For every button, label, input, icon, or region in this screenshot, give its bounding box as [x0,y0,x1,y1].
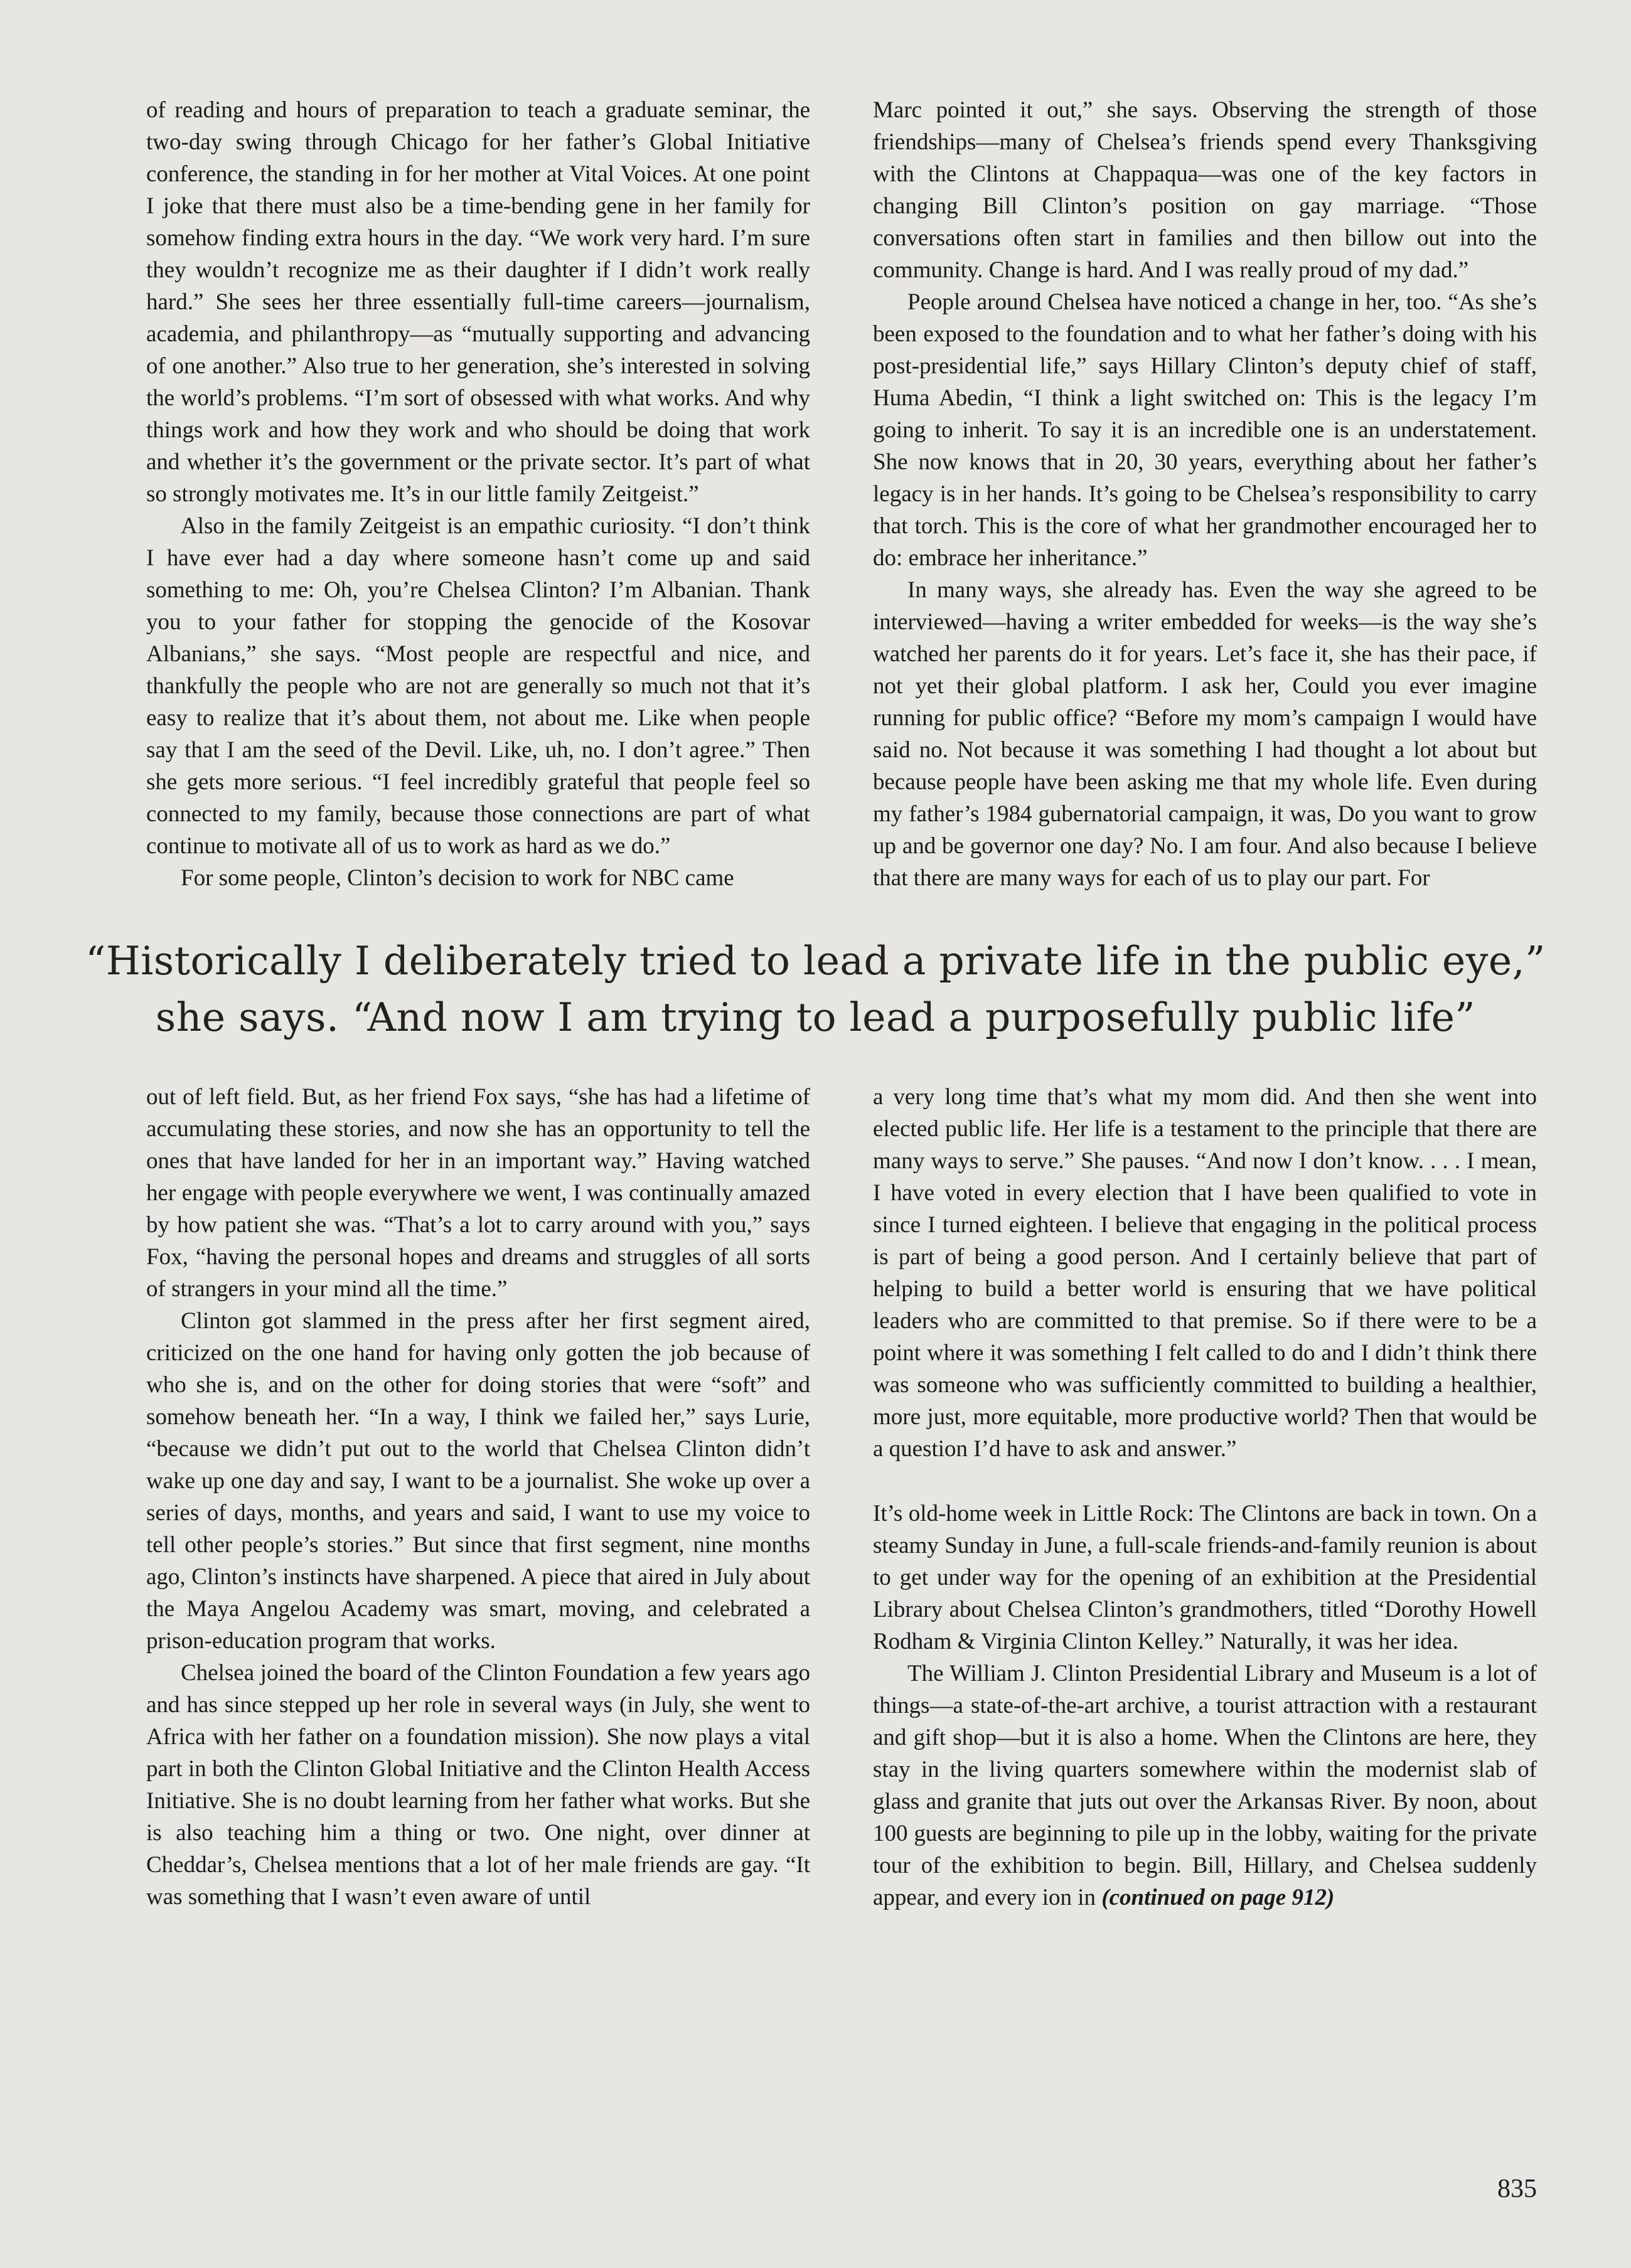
pull-quote-line-1: “Historically I deliberately tried to lead a private life in the public eye,” [85,938,1546,984]
paragraph [873,1658,1537,1914]
paragraph: of reading and hours of preparation to teach a graduate seminar, the two-day swing through Chicago for her father’s Global Initiative conference, the standing in for her mother at Vital Voices. At one point I joke that there must also be a time-bending gene in her family for somehow finding extra hours in the day. “We work very hard. I’m sure they wouldn’t recognize me as their daughter if I didn’t work really hard.” She sees her three essentially full-time careers—journalism, academia, and philanthropy—as “mutually supporting and advancing of one another.” Also true to her generation, she’s interested in solving the world’s problems. “I’m sort of obsessed with what works. And why things work and how they work and who should be doing that work and whether it’s the government or the private sector. It’s part of what so strongly motivates me. It’s in our little family Zeitgeist.” [146,97,810,507]
paragraph-text: The William J. Clinton Presidential Library and Museum is a lot of things—a state-of-the-art archive, a tourist attraction with a restaurant and gift shop—but it is also a home. When the Clintons are here, they stay in the living quarters somewhere within the modernist slab of glass and granite that juts out over the Arkansas River. By noon, about 100 guests are beginning to pile up in the lobby, waiting for the private tour of the exhibition to begin. Bill, Hillary, and Chelsea suddenly appear, and every ion in [873,1661,1537,1910]
paragraph: Also in the family Zeitgeist is an empathic curiosity. “I don’t think I have ever had a day where someone hasn’t come up and said something to me: Oh, you’re Chelsea Clinton? I’m Albanian. Thank you to your father for stopping the genocide of the Kosovar Albanians,” she says. “Most people are respectful and nice, and thankfully the people who are not are generally so much not that it’s easy to realize that it’s about them, not about me. Like when people say that I am the seed of the Devil. Like, uh, no. I don’t agree.” Then she gets more serious. “I feel incredibly grateful that people feel so connected to my family, because those connections are part of what continue to motivate all of us to work as hard as we do.” [146,513,810,859]
column-left-top [146,94,810,894]
paragraph: For some people, Clinton’s decision to work for NBC came [181,865,734,891]
pull-quote-line-2: she says. “And now I am trying to lead a purposefully public life” [155,994,1476,1040]
paragraph: a very long time that’s what my mom did. And then she went into elected public life. Her life is a testament to the principle that there are many ways to serve.” She pauses. “And now I don’t know. . . . I mean, I have voted in every election that I have been qualified to vote in since I turned eighteen. I believe that engaging in the political process is part of being a good person. And I certainly believe that part of helping to build a better world is ensuring that we have political leaders who are committed to that premise. So if there were to be a point where it was something I felt called to do and I didn’t think there was someone who was sufficiently committed to building a healthier, more just, more equitable, more productive world? Then that would be a question I’d have to ask and answer.” [873,1084,1537,1462]
paragraph: Clinton got slammed in the press after her first segment aired, criticized on the one hand for having only gotten the job because of who she is, and on the other for doing stories that were “soft” and somehow beneath her. “In a way, I think we failed her,” says Lurie, “because we didn’t put out to the world that Chelsea Clinton didn’t wake up one day and say, I want to be a journalist. She woke up over a series of days, months, and years and said, I want to use my voice to tell other people’s stories.” But since that first segment, nine months ago, Clinton’s instincts have sharpened. A piece that aired in July about the Maya Angelou Academy was smart, moving, and celebrated a prison-education program that works. [146,1308,810,1654]
paragraph: It’s old-home week in Little Rock: The Clintons are back in town. On a steamy Sunday in June, a full-scale friends-and-family reunion is about to get under way for the opening of an exhibition at the Presidential Library about Chelsea Clinton’s grandmothers, titled “Dorothy Howell Rodham & Virginia Clinton Kelley.” Naturally, it was her idea. [873,1501,1537,1654]
page-number: 835 [1497,2175,1537,2203]
paragraph: out of left field. But, as her friend Fox says, “she has had a lifetime of accumulating these stories, and now she has an opportunity to tell the ones that have landed for her in an important way.” Having watched her engage with people everywhere we went, I was continually amazed by how patient she was. “That’s a lot to carry around with you,” says Fox, “having the personal hopes and dreams and struggles of all sorts of strangers in your mind all the time.” [146,1084,810,1302]
paragraph: Chelsea joined the board of the Clinton Foundation a few years ago and has since stepped up her role in several ways (in July, she went to Africa with her father on a foundation mission). She now plays a vital part in both the Clinton Global Initiative and the Clinton Health Access Initiative. She is no doubt learning from her father what works. But she is also teaching him a thing or two. One night, over dinner at Cheddar’s, Chelsea mentions that a lot of her male friends are gay. “It was something that I wasn’t even aware of until [146,1660,810,1910]
column-left-bottom [146,1081,810,1914]
paragraph: People around Chelsea have noticed a change in her, too. “As she’s been exposed to the foundation and to what her father’s doing with his post-presidential life,” says Hillary Clinton’s deputy chief of staff, Huma Abedin, “I think a light switched on: This is the legacy I’m going to inherit. To say it is an incredible one is an understatement. She now knows that in 20, 30 years, everything about her father’s legacy is in her hands. It’s going to be Chelsea’s responsibility to carry that torch. This is the core of what her grandmother encouraged her to do: embrace her inheritance.” [873,289,1537,571]
column-right-bottom [873,1081,1537,1914]
article-body-bottom [0,1081,1631,1914]
paragraph: In many ways, she already has. Even the way she agreed to be interviewed—having a writer embedded for weeks—is the way she’s watched her parents do it for years. Let’s face it, she has their pace, if not yet their global platform. I ask her, Could you ever imagine running for public office? “Before my mom’s campaign I would have said no. Not because it was something I had thought a lot about but because people have been asking me that my whole life. Even during my father’s 1984 gubernatorial campaign, it was, Do you want to grow up and be governor one day? No. I am four. And also because I believe that there are many ways for each of us to play our part. For [873,577,1537,891]
continued-note: (continued on page 912) [1101,1885,1335,1910]
pull-quote [0,933,1631,1046]
paragraph: Marc pointed it out,” she says. Observing the strength of those friendships—many of Chelsea’s friends spend every Thanksgiving with the Clintons at Chappaqua—was one of the key factors in changing Bill Clinton’s position on gay marriage. “Those conversations often start in families and then billow out into the community. Change is hard. And I was really proud of my dad.” [873,97,1537,283]
article-body-top [0,0,1631,894]
column-right-top [873,94,1537,894]
